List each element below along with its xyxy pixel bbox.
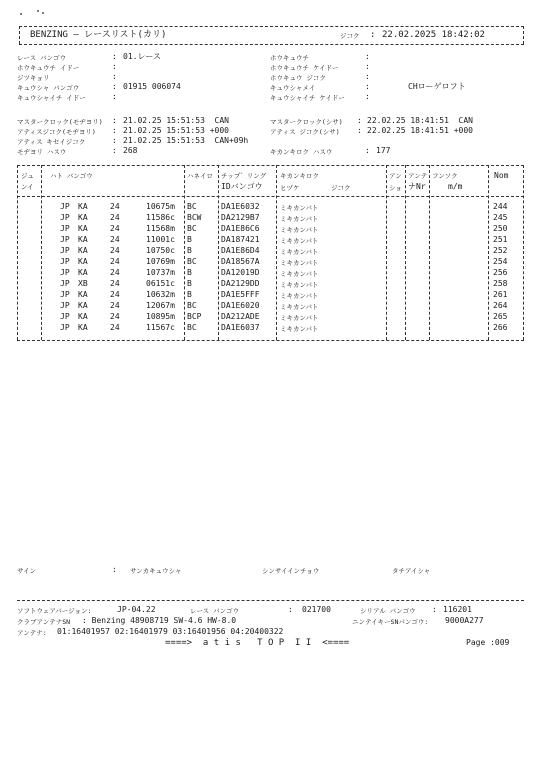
table-col-left — [17, 165, 18, 340]
row-return: ミキカンバト — [280, 204, 319, 212]
row-club: KA — [78, 323, 88, 332]
row-return: ミキカンバト — [280, 215, 319, 223]
row-wing: BC — [187, 323, 197, 332]
table-col-ret — [276, 165, 277, 340]
row-nom: 256 — [493, 268, 508, 277]
owner-no-label: キュウシャ バンゴウ — [17, 84, 80, 92]
owner-no-sep: : — [112, 82, 117, 91]
release-lon-label: ホウキュウチ ケイドー — [270, 64, 339, 72]
row-chip: DA1E86D4 — [221, 246, 260, 255]
birds-sep: : — [112, 146, 117, 155]
table-col-right — [523, 165, 524, 340]
row-return: ミキカンバト — [280, 270, 319, 278]
row-wing: BC — [187, 257, 197, 266]
footer-race-no-label: レース バンゴウ — [190, 607, 240, 615]
sign-owner: タチアイシャ — [392, 567, 431, 575]
at-mod-value: 21.02.25 15:51:53 +000 — [123, 126, 229, 135]
row-wing: B — [187, 268, 192, 277]
table-col-chip — [218, 165, 219, 340]
row-country: JP — [60, 301, 70, 310]
row-nom: 258 — [493, 279, 508, 288]
table-col-speed — [429, 165, 430, 340]
returned-value: 177 — [376, 146, 391, 155]
at-mod-label: アティスジコク(モヂヨリ) — [17, 128, 96, 136]
release-time-sep: : — [365, 72, 370, 81]
at-start-sep: : — [112, 136, 117, 145]
row-chip: DA12019D — [221, 268, 260, 277]
sign-participant: サンカキュウシャ — [130, 567, 182, 575]
col-header-antnr-1: アンテ — [408, 172, 428, 180]
birds-value: 268 — [123, 146, 138, 155]
row-ring: 10632m — [146, 290, 175, 299]
row-club: KA — [78, 202, 88, 211]
row-nom: 265 — [493, 312, 508, 321]
row-year: 24 — [110, 235, 120, 244]
row-club: KA — [78, 257, 88, 266]
brand-line: ====> a t i s T O P I I <==== — [165, 638, 350, 648]
race-no-label: レース バンゴウ — [17, 54, 67, 62]
row-return: ミキカンバト — [280, 314, 319, 322]
at-sys-value: 22.02.25 18:41:51 +000 — [367, 126, 473, 135]
row-club: KA — [78, 224, 88, 233]
row-return: ミキカンバト — [280, 281, 319, 289]
row-country: JP — [60, 279, 70, 288]
print-time-label: ジコク — [340, 32, 360, 40]
antenna-key-label: ニンテイキーSNバンゴウ: — [352, 618, 429, 626]
birds-label: モヂヨリ ハスウ — [17, 148, 67, 156]
serial-label: シリアル バンゴウ — [360, 607, 416, 615]
row-chip: DA2129B7 — [221, 213, 260, 222]
software-label: ソフトウェアバージョン: — [17, 607, 92, 615]
row-wing: BC — [187, 202, 197, 211]
row-wing: BC — [187, 224, 197, 233]
col-header-chip-2: IDバンゴウ — [221, 182, 263, 191]
row-wing: B — [187, 290, 192, 299]
row-country: JP — [60, 224, 70, 233]
row-nom: 250 — [493, 224, 508, 233]
row-country: JP — [60, 257, 70, 266]
row-ring: 11586c — [146, 213, 175, 222]
row-chip: DA1E6020 — [221, 301, 260, 310]
row-return: ミキカンバト — [280, 248, 319, 256]
header-left-rule — [19, 26, 20, 44]
release-site-label: ホウキュウチ — [270, 54, 309, 62]
col-header-return-1: キカンキロク — [280, 172, 319, 180]
row-country: JP — [60, 202, 70, 211]
at-start-value: 21.02.25 15:51:53 CAN+09h — [123, 136, 249, 145]
row-chip: DA2129DD — [221, 279, 260, 288]
club-antenna-label: クラブアンテナSN — [17, 618, 71, 626]
owner-lat-label: キュウシャイチ イドー — [17, 94, 86, 102]
table-header-rule — [17, 196, 524, 197]
antennas-value: 01:16401957 02:16401979 03:16401956 04:20400322 — [57, 627, 284, 636]
footer-rule — [17, 600, 524, 601]
row-return: ミキカンバト — [280, 325, 319, 333]
row-nom: 264 — [493, 301, 508, 310]
col-header-speed-2: m/m — [448, 182, 463, 191]
mc-sys-sep: : — [357, 116, 362, 125]
row-nom: 245 — [493, 213, 508, 222]
row-ring: 10895m — [146, 312, 175, 321]
table-col-antnr — [405, 165, 406, 340]
row-year: 24 — [110, 246, 120, 255]
row-year: 24 — [110, 257, 120, 266]
row-club: KA — [78, 268, 88, 277]
speck-3 — [42, 12, 44, 14]
race-no-sep: : — [112, 52, 117, 61]
owner-lat-sep: : — [112, 92, 117, 101]
col-header-return-date: ヒヅケ — [280, 184, 300, 192]
at-mod-sep: : — [112, 126, 117, 135]
owner-name-value: CHローゲロフト — [408, 82, 466, 91]
serial-value: 116201 — [443, 605, 472, 614]
row-wing: BC — [187, 301, 197, 310]
row-wing: B — [187, 235, 192, 244]
row-ring: 10737m — [146, 268, 175, 277]
row-country: JP — [60, 246, 70, 255]
row-return: ミキカンバト — [280, 226, 319, 234]
col-header-ant-1: アン — [389, 172, 402, 180]
owner-name-sep: : — [365, 82, 370, 91]
row-ring: 06151c — [146, 279, 175, 288]
at-sys-sep: : — [357, 126, 362, 135]
row-ring: 11001c — [146, 235, 175, 244]
row-chip: DA212ADE — [221, 312, 260, 321]
software-value: JP-04.22 — [117, 605, 156, 614]
row-nom: 261 — [493, 290, 508, 299]
row-ring: 12067m — [146, 301, 175, 310]
row-year: 24 — [110, 312, 120, 321]
row-club: KA — [78, 301, 88, 310]
col-header-speed-1: フンソク — [432, 172, 458, 180]
row-year: 24 — [110, 224, 120, 233]
footer-race-no-value: 021700 — [302, 605, 331, 614]
mc-sys-value: 22.02.25 18:41:51 CAN — [367, 116, 473, 125]
table-col-wing — [184, 165, 185, 340]
table-col-ring — [41, 165, 42, 340]
col-header-wing: ハネイロ — [187, 172, 213, 180]
mc-mod-label: マスタークロック(モヂヨリ) — [17, 118, 103, 126]
race-no-value: 01.レース — [123, 52, 162, 61]
row-ring: 10675m — [146, 202, 175, 211]
row-nom: 254 — [493, 257, 508, 266]
row-return: ミキカンバト — [280, 303, 319, 311]
table-col-nom — [488, 165, 489, 340]
at-sys-label: アティス ジコク(シサ) — [270, 128, 340, 136]
row-wing: BCP — [187, 312, 202, 321]
row-country: JP — [60, 235, 70, 244]
row-country: JP — [60, 312, 70, 321]
release-place-label: ホウキュウチ イドー — [17, 64, 80, 72]
row-year: 24 — [110, 290, 120, 299]
table-bottom-rule — [17, 340, 524, 341]
page-number: Page :009 — [466, 638, 510, 647]
row-ring: 11568m — [146, 224, 175, 233]
returned-label: キカンキロク ハスウ — [270, 148, 333, 156]
sign-label: サイン — [17, 567, 37, 575]
owner-lon-sep: : — [365, 92, 370, 101]
row-return: ミキカンバト — [280, 259, 319, 267]
row-wing: BCW — [187, 213, 202, 222]
row-year: 24 — [110, 268, 120, 277]
speck-2 — [37, 10, 39, 12]
row-country: JP — [60, 213, 70, 222]
col-header-rank-2: ンイ — [21, 183, 34, 191]
distance-label: ジツキョリ — [17, 74, 50, 82]
at-start-label: アティス キセイジコク — [17, 138, 86, 146]
owner-lon-label: キュウシャイチ ケイドー — [270, 94, 345, 102]
release-lon-sep: : — [365, 62, 370, 71]
sign-witness: シンサイインチョウ — [262, 567, 320, 575]
row-ring: 10750c — [146, 246, 175, 255]
row-chip: DA1E5FFF — [221, 290, 260, 299]
row-country: JP — [60, 290, 70, 299]
row-return: ミキカンバト — [280, 292, 319, 300]
mc-sys-label: マスタークロック(シサ) — [270, 118, 343, 126]
header-bottom-rule — [19, 44, 524, 45]
distance-sep: : — [112, 72, 117, 81]
row-club: KA — [78, 312, 88, 321]
owner-name-label: キュウシャメイ — [270, 84, 316, 92]
mc-mod-sep: : — [112, 116, 117, 125]
row-nom: 244 — [493, 202, 508, 211]
row-country: JP — [60, 268, 70, 277]
header-right-rule — [523, 26, 524, 44]
row-ring: 11567c — [146, 323, 175, 332]
row-year: 24 — [110, 301, 120, 310]
release-place-sep: : — [112, 62, 117, 71]
row-nom: 252 — [493, 246, 508, 255]
table-col-ant — [386, 165, 387, 340]
row-year: 24 — [110, 202, 120, 211]
row-club: KA — [78, 246, 88, 255]
row-nom: 251 — [493, 235, 508, 244]
print-time-value: 22.02.2025 18:42:02 — [382, 30, 485, 40]
report-title: BENZING – レースリスト(カリ) — [30, 30, 167, 40]
col-header-ring: ハト バンゴウ — [50, 172, 93, 180]
col-header-chip-1: チップ゛リング — [221, 172, 267, 180]
row-chip: DA187421 — [221, 235, 260, 244]
row-country: JP — [60, 323, 70, 332]
row-year: 24 — [110, 213, 120, 222]
col-header-return-time: ジコク — [331, 184, 351, 192]
sign-sep: : — [112, 565, 117, 574]
release-time-label: ホウキュウ ジコク — [270, 74, 326, 82]
row-club: KA — [78, 213, 88, 222]
row-club: XB — [78, 279, 88, 288]
row-year: 24 — [110, 323, 120, 332]
row-wing: B — [187, 279, 192, 288]
col-header-rank-1: ジュ — [21, 172, 34, 180]
row-chip: DA1E6037 — [221, 323, 260, 332]
col-header-antnr-2: ナNr — [408, 182, 426, 191]
row-club: KA — [78, 235, 88, 244]
antenna-key-value: 9000A277 — [445, 616, 484, 625]
row-chip: DA18567A — [221, 257, 260, 266]
footer-race-no-sep: : — [288, 605, 293, 614]
col-header-nom: Nom — [494, 171, 509, 180]
col-header-ant-2: ショ — [389, 184, 402, 192]
returned-sep: : — [365, 146, 370, 155]
print-time-sep: : — [370, 30, 376, 40]
row-club: KA — [78, 290, 88, 299]
mc-mod-value: 21.02.25 15:51:53 CAN — [123, 116, 229, 125]
row-return: ミキカンバト — [280, 237, 319, 245]
release-site-sep: : — [365, 52, 370, 61]
serial-sep: : — [432, 605, 437, 614]
row-wing: B — [187, 246, 192, 255]
row-year: 24 — [110, 279, 120, 288]
antennas-label: アンテナ: — [17, 629, 47, 637]
club-antenna-value: : Benzing 48908719 SW-4.6 HW-8.0 — [82, 616, 237, 625]
row-chip: DA1E86C6 — [221, 224, 260, 233]
header-top-rule — [19, 26, 524, 27]
row-chip: DA1E6032 — [221, 202, 260, 211]
row-ring: 10769m — [146, 257, 175, 266]
owner-no-value: 01915 006074 — [123, 82, 181, 91]
row-nom: 266 — [493, 323, 508, 332]
speck-1 — [20, 13, 22, 15]
table-top-rule — [17, 165, 524, 166]
